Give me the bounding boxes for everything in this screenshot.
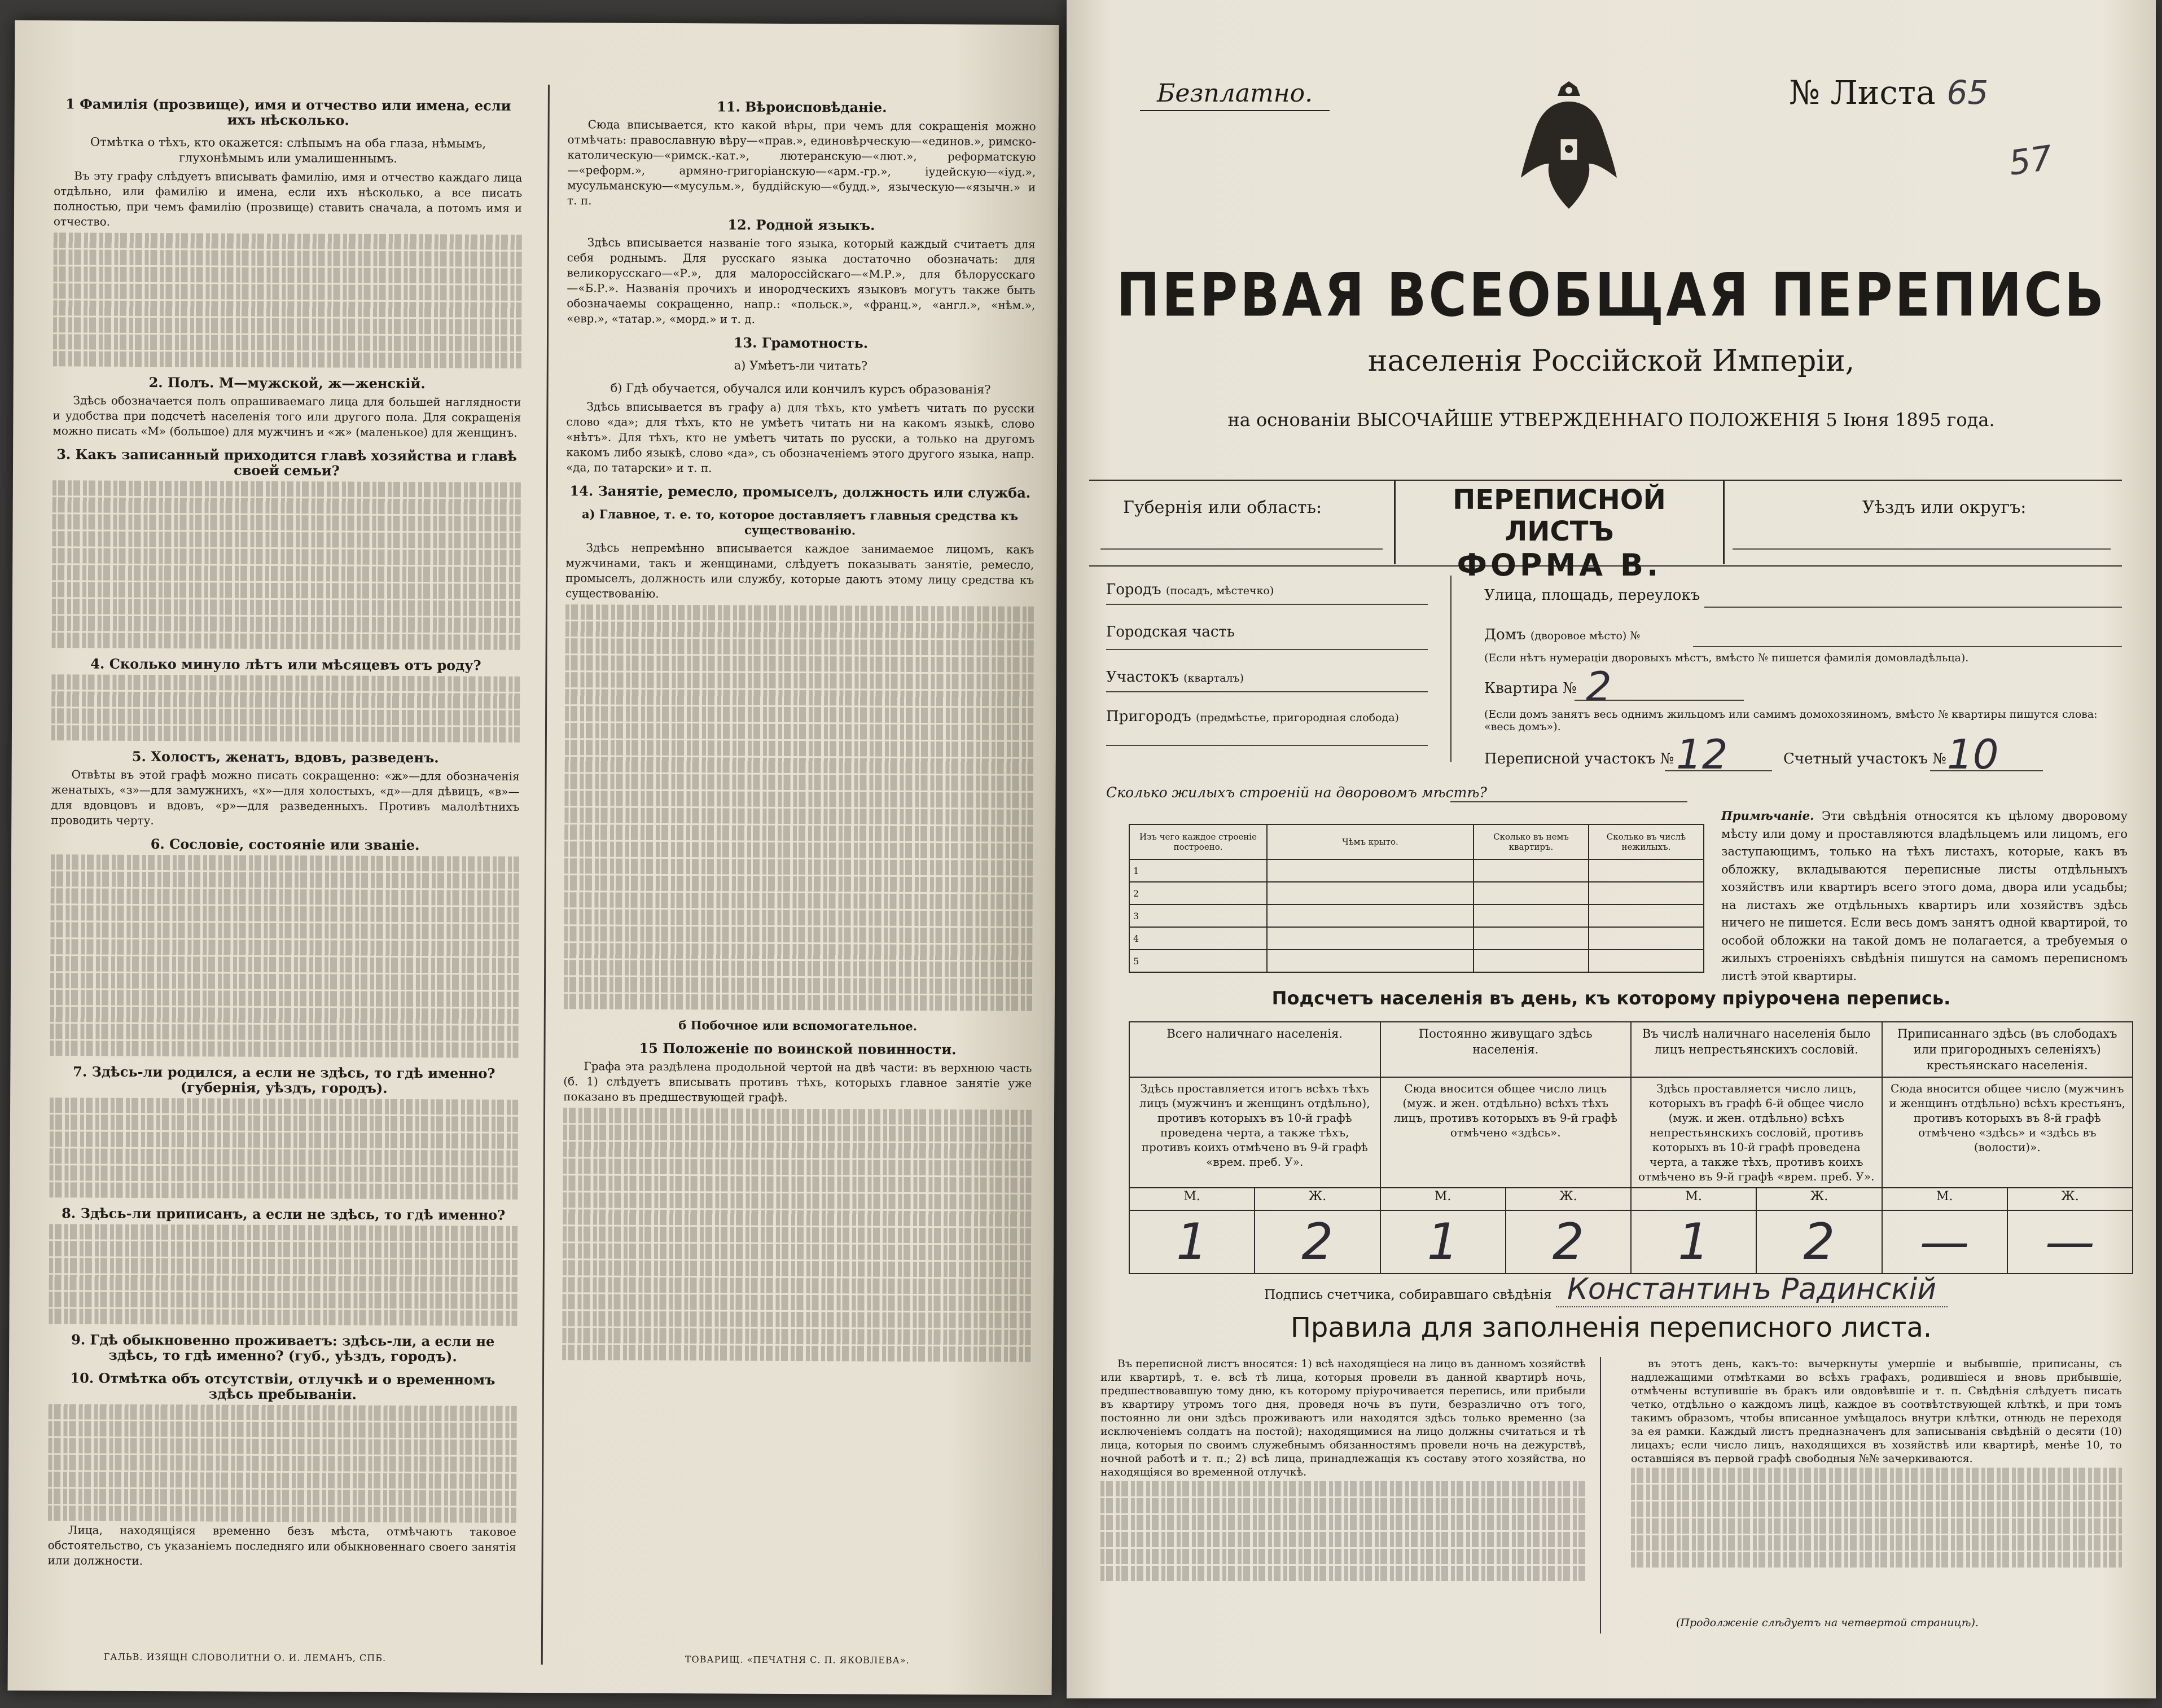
table-row	[1129, 859, 1704, 882]
text-line	[52, 599, 520, 616]
text-line	[563, 1243, 1031, 1261]
text-line	[49, 1258, 518, 1275]
text-line	[49, 1165, 518, 1183]
text-line	[563, 1209, 1031, 1227]
text-line	[565, 604, 1034, 622]
section-5-title: 5. Холостъ, женатъ, вдовъ, разведенъ.	[131, 748, 439, 766]
table-row	[1129, 905, 1704, 927]
count-header-permanent: Постоянно живущаго здѣсь населенія.	[1380, 1022, 1632, 1077]
buildings-header-material: Изъ чего каждое строеніе построено.	[1129, 824, 1267, 859]
table-cell[interactable]	[1589, 859, 1704, 882]
table-cell[interactable]	[1267, 927, 1474, 950]
text-line	[564, 960, 1032, 977]
text-line	[564, 858, 1033, 876]
table-cell[interactable]	[1589, 905, 1704, 927]
text-line	[563, 1277, 1031, 1294]
sex-label-male: М.	[1380, 1188, 1506, 1210]
buildings-table	[1129, 824, 1704, 973]
instructions-column-2	[562, 90, 1036, 1364]
text-line	[49, 1421, 517, 1438]
text-line	[50, 1148, 518, 1166]
census-district-label: Переписной участокъ №	[1484, 750, 1674, 767]
imperial-eagle-emblem-icon	[1518, 79, 1620, 220]
text-line	[564, 909, 1032, 927]
count-nonpeasant-male[interactable]: 1	[1631, 1210, 1756, 1274]
form-header-box	[1089, 480, 2122, 583]
text-line	[52, 616, 520, 633]
count-present-female[interactable]: 2	[1255, 1210, 1380, 1274]
section-14-text: Здѣсь непремѣнно вписывается каждое занимаемое лицомъ, какъ мужчинами, такъ и женщинами, слѣдуетъ показывать занятіе, ремесло, промыселъ, должность или службу, которые даютъ этому лицу средства къ существованію.	[565, 541, 1034, 600]
text-line	[51, 888, 519, 906]
text-line	[565, 740, 1033, 757]
table-row	[1129, 927, 1704, 950]
suburb-label: Пригородъ	[1106, 708, 1191, 725]
text-line	[563, 1260, 1031, 1277]
census-district-input-line	[1665, 770, 1772, 771]
section-13a-title: а) Умѣетъ-ли читать?	[734, 358, 868, 373]
text-line	[1631, 1535, 2122, 1551]
table-cell[interactable]	[1267, 950, 1474, 972]
street-label: Улица, площадь, переулокъ	[1484, 587, 1700, 604]
row-number: 2	[1129, 882, 1267, 905]
table-cell[interactable]	[1267, 859, 1474, 882]
text-line	[49, 1182, 518, 1200]
section-2-title: 2. Полъ. М—мужской, ж—женскій.	[148, 374, 426, 392]
house-hint: (Если нѣтъ нумераціи дворовыхъ мѣстъ, вмѣсто № пишется фамилія домовладѣльца).	[1484, 652, 1969, 664]
text-line	[50, 956, 519, 973]
count-nonpeasant-female[interactable]: 2	[1756, 1210, 1882, 1274]
printer-footer-right: ТОВАРИЩ. «ПЕЧАТНЯ С. П. ЯКОВЛЕВА».	[685, 1654, 910, 1666]
section-14b-title: б Побочное или вспомогательное.	[678, 1018, 918, 1033]
section-15-text: Графа эта раздѣлена продольной чертой на двѣ части: въ верхнюю часть (б. 1) слѣдуетъ вписывать противъ тѣхъ, которыхъ главное занятіе уже показано въ предшествующей графѣ.	[563, 1059, 1032, 1104]
printer-footer-left: ГАЛЬВ. ИЗЯЩН СЛОВОЛИТНИ О. И. ЛЕМАНЪ, СПБ.	[103, 1651, 387, 1663]
counter-district-value[interactable]: 10	[1947, 731, 1999, 778]
text-line	[50, 1040, 518, 1058]
text-line	[50, 922, 519, 939]
text-line	[565, 638, 1034, 656]
text-line	[1100, 1481, 1586, 1496]
text-line	[562, 1345, 1030, 1362]
count-header-nonpeasant: Въ числѣ наличнаго населенія было лицъ непрестьянскихъ сословій.	[1631, 1022, 1882, 1077]
counter-district-input-line	[1930, 770, 2043, 771]
buildings-header-roof: Чѣмъ крыто.	[1267, 824, 1474, 859]
right-page-census-form	[1067, 0, 2156, 1698]
remark-text: Эти свѣдѣнія относятся къ цѣлому дворовому мѣсту или дому и проставляются владѣльцемъ или лицомъ, его заступающимъ, только на тѣхъ листахъ, которые, какъ въ обложку, вкладываются переписные листы отдѣльныхъ хозяйствъ или квартиръ всего этого дома, двора или усадьбы; на листахъ же отдѣльныхъ квартиръ или хозяйствъ здѣсь ничего не пишется. Если весь домъ занятъ одной квартирой, то особой обложки на такой домъ не полагается, а требуемыя о жилыхъ строеніяхъ свѣдѣнія пишутся на самомъ переписномъ листѣ этой квартиры.	[1721, 809, 2128, 983]
text-line	[52, 633, 520, 650]
text-line	[49, 1241, 518, 1258]
text-line	[565, 757, 1033, 774]
population-count-table	[1129, 1021, 2133, 1274]
text-line	[1631, 1552, 2122, 1568]
rules-column-right	[1631, 1357, 2122, 1569]
suburb-input-line[interactable]	[1106, 745, 1428, 746]
count-desc-peasant: Сюда вносится общее число (мужчинъ и женщинъ отдѣльно) всѣхъ крестьянъ, противъ которыхъ въ 8-й графѣ отмѣчено «здѣсь» и «здѣсь въ (волости)».	[1882, 1077, 2133, 1188]
section-11-text: Сюда вписывается, кто какой вѣры, при чемъ для сокращенія можно отмѣчать: православную вѣру—«прав.», единовѣрческую—«единов.», римско-католическую—«римск.-кат.», лютеранскую—«лют.», реформатскую—«реформ.», армяно-григоріанскую—«арм.-гр.», іудейскую—«іуд.», мусульманскую—«мусульм.», буддійскую—«будд.», языческую—«язычн.» и т. п.	[567, 117, 1036, 208]
sex-label-female: Ж.	[2007, 1188, 2133, 1210]
count-peasant-male[interactable]: —	[1882, 1210, 2007, 1274]
text-line	[564, 994, 1032, 1011]
text-line	[52, 565, 520, 582]
district-field	[1106, 669, 1244, 686]
form-subtitle: ФОРМА В.	[1457, 547, 1662, 583]
buildings-header-apartments: Сколько въ немъ квартиръ.	[1474, 824, 1589, 859]
district-input-line[interactable]	[1106, 691, 1428, 692]
text-line	[563, 1108, 1032, 1125]
section-2-text: Здѣсь обозначается полъ опрашиваемаго лица для большей наглядности и удобства при подсчетѣ населенія того или другого пола. Для сокращенія можно писать «М» (большое) для мужчинъ и «ж» (маленькое) для женщинъ.	[52, 393, 521, 440]
text-line	[564, 926, 1032, 943]
section-1-subtitle: Отмѣтка о тѣхъ, кто окажется: слѣпымъ на оба глаза, нѣмымъ, глухонѣмымъ или умалишеннымъ.	[90, 135, 486, 165]
text-line	[563, 1125, 1032, 1142]
gubernia-label: Губернія или область:	[1123, 498, 1322, 517]
text-line	[1100, 1498, 1586, 1513]
signature-label: Подпись счетчика, собиравшаго свѣдѣнія	[1264, 1288, 1552, 1302]
section-13b-title: б) Гдѣ обучается, обучался или кончилъ курсъ образованія?	[610, 381, 991, 397]
text-line	[52, 531, 520, 548]
sex-label-male: М.	[1129, 1188, 1255, 1210]
census-subtitle: населенія Россійской Имперіи,	[1367, 344, 1855, 378]
text-line	[1631, 1501, 2122, 1517]
sex-label-female: Ж.	[1506, 1188, 1631, 1210]
census-district-value[interactable]: 12	[1676, 731, 1728, 778]
remark-block	[1721, 807, 2128, 985]
section-10-title: 10. Отмѣтка объ отсутствіи, отлучкѣ и о временномъ здѣсь пребываніи.	[70, 1369, 495, 1403]
text-line	[48, 1489, 516, 1506]
text-line	[565, 672, 1033, 690]
text-line	[51, 905, 519, 923]
street-input-line[interactable]	[1704, 607, 2122, 608]
table-cell[interactable]	[1474, 905, 1589, 927]
buildings-header-nonresidential: Сколько въ числѣ нежилыхъ.	[1589, 824, 1704, 859]
text-line	[565, 655, 1033, 673]
text-line	[564, 875, 1033, 893]
text-line	[563, 1226, 1031, 1244]
text-line	[48, 1455, 516, 1472]
rules-title: Правила для заполненія переписного листа.	[1290, 1312, 1932, 1343]
table-cell[interactable]	[1474, 882, 1589, 905]
text-line	[1631, 1485, 2122, 1500]
uezd-label: Уѣздъ или округъ:	[1862, 498, 2027, 517]
text-line	[565, 689, 1033, 706]
text-line	[49, 1275, 518, 1292]
district-label: Участокъ	[1106, 669, 1179, 686]
sex-label-female: Ж.	[1255, 1188, 1380, 1210]
text-line	[564, 943, 1032, 960]
table-cell[interactable]	[1474, 859, 1589, 882]
table-row	[1129, 882, 1704, 905]
section-7-title: 7. Здѣсь-ли родился, а если не здѣсь, то гдѣ именно? (губернія, уѣздъ, городъ).	[73, 1063, 495, 1096]
district-note: (кварталъ)	[1183, 672, 1244, 684]
table-cell[interactable]	[1589, 950, 1704, 972]
text-line	[49, 1292, 518, 1309]
text-line	[563, 1158, 1032, 1176]
text-line	[52, 480, 521, 498]
count-desc-permanent: Сюда вносится общее число лицъ (муж. и жен. отдѣльно) всѣхъ тѣхъ лицъ, противъ которыхъ въ 9-й графѣ отмѣчено «здѣсь».	[1380, 1077, 1632, 1188]
table-cell[interactable]	[1589, 882, 1704, 905]
row-number: 4	[1129, 927, 1267, 950]
text-line	[48, 1505, 516, 1523]
text-line	[1100, 1549, 1586, 1564]
text-line	[51, 708, 520, 726]
text-line	[1631, 1468, 2122, 1483]
count-header-present: Всего наличнаго населенія.	[1129, 1022, 1380, 1077]
text-line	[563, 1141, 1032, 1159]
text-line	[1100, 1566, 1586, 1581]
row-number: 5	[1129, 950, 1267, 972]
remark-label: Примѣчаніе.	[1721, 809, 1814, 823]
apartment-hint: (Если домъ занятъ весь однимъ жильцомъ или самимъ домохозяиномъ, вмѣсто № квартиры пишутся слова: «весь домъ»).	[1484, 708, 2098, 733]
gubernia-input-line[interactable]	[1100, 548, 1383, 550]
sex-label-male: М.	[1631, 1188, 1756, 1210]
rules-column-left	[1100, 1357, 1586, 1583]
census-legal-basis: на основаніи ВЫСОЧАЙШЕ УТВЕРЖДЕННАГО ПОЛОЖЕНІЯ 5 Іюня 1895 года.	[1227, 409, 1995, 431]
section-12-title: 12. Родной языкъ.	[727, 216, 875, 234]
text-line	[1631, 1518, 2122, 1534]
city-part-label: Городская часть	[1106, 624, 1235, 640]
text-line	[50, 1007, 519, 1024]
table-cell[interactable]	[1474, 950, 1589, 972]
counter-signature[interactable]: Константинъ Радинскій	[1556, 1272, 1948, 1307]
text-line	[565, 723, 1033, 740]
section-14a-title: а) Главное, т. е. то, которое доставляетъ главныя средства къ существованію.	[582, 507, 1019, 538]
text-line	[48, 1472, 516, 1489]
section-9-title: 9. Гдѣ обыкновенно проживаетъ: здѣсь-ли, а если не здѣсь, то гдѣ именно? (губ., уѣздъ, городъ).	[71, 1331, 495, 1365]
population-count-title: Подсчетъ населенія въ день, къ которому пріурочена перепись.	[1271, 987, 1951, 1009]
text-line	[53, 300, 521, 318]
house-field	[1484, 626, 1640, 643]
text-line	[52, 497, 521, 515]
suburb-note: (предмѣстье, пригородная слобода)	[1196, 712, 1399, 724]
text-line	[53, 334, 521, 352]
table-cell[interactable]	[1267, 882, 1474, 905]
text-line	[564, 807, 1033, 825]
section-3-title: 3. Какъ записанный приходится главѣ хозяйства и главѣ своей семьи?	[56, 446, 517, 479]
text-line	[54, 249, 522, 267]
column-divider	[541, 85, 550, 1665]
count-header-peasant: Приписаннаго здѣсь (въ слободахъ или пригородныхъ селеніяхъ) крестьянскаго населенія.	[1882, 1022, 2133, 1077]
count-desc-present: Здѣсь проставляется итогъ всѣхъ тѣхъ лицъ (мужчинъ и женщинъ отдѣльно), противъ которыхъ въ 10-й графѣ проведена черта, а также тѣхъ, противъ коихъ отмѣчено въ 9-й графѣ «врем. преб. У».	[1129, 1077, 1380, 1188]
text-line	[563, 1175, 1031, 1193]
text-line	[54, 232, 522, 250]
count-peasant-female[interactable]: —	[2007, 1210, 2133, 1274]
section-13-text: Здѣсь вписывается въ графу а) для тѣхъ, кто умѣетъ читать по русски слово «да»; для тѣхъ, кто не умѣетъ читать ни на какомъ языкѣ, слово «нѣтъ». Для тѣхъ, кто не умѣетъ читать по русски, а только на другомъ какомъ либо языкѣ, слово «да», съ обозначеніемъ этого другого языка, напр. «да, по татарски» и т. п.	[565, 399, 1035, 475]
text-line	[564, 841, 1033, 859]
text-line	[50, 990, 519, 1007]
text-line	[49, 1404, 517, 1421]
sheet-number-value: 65	[1946, 73, 1989, 112]
text-line	[565, 621, 1034, 639]
count-permanent-male[interactable]: 1	[1380, 1210, 1506, 1274]
absence-text: Лица, находящіяся временно безъ мѣста, отмѣчаютъ таковое обстоятельство, съ указаніемъ последняго или обыкновеннаго своего занятія или должности.	[47, 1523, 516, 1568]
row-number: 1	[1129, 859, 1267, 882]
text-line	[53, 266, 521, 284]
uezd-input-line[interactable]	[1733, 548, 2111, 550]
text-line	[53, 351, 521, 368]
section-11-title: 11. Вѣроисповѣданіе.	[717, 98, 887, 116]
sex-label-male: М.	[1882, 1188, 2007, 1210]
text-line	[563, 1294, 1031, 1311]
house-input-line[interactable]	[1693, 646, 2122, 647]
form-title-box	[1394, 480, 1725, 583]
buildings-answer-line[interactable]	[1450, 801, 1687, 802]
section-5-text: Отвѣты въ этой графѣ можно писать сокращенно: «ж»—для обозначенія женатыхъ, «з»—для замужнихъ, «х»—для холостыхъ, «д»—для дѣвицъ, «в»—для вдовцовъ и вдовъ, «р»—для разведенныхъ. Противъ малолѣтнихъ проводить черту.	[51, 767, 520, 828]
text-line	[50, 1097, 518, 1115]
city-note: (посадъ, мѣстечко)	[1165, 585, 1274, 597]
buildings-question: Сколько жилыхъ строеній на дворовомъ мѣстѣ?	[1106, 784, 1487, 801]
text-line	[53, 317, 521, 335]
house-label: Домъ	[1484, 626, 1526, 643]
instructions-column-1	[47, 88, 522, 1574]
rules-divider	[1600, 1357, 1601, 1634]
section-8-title: 8. Здѣсь-ли приписанъ, а если не здѣсь, то гдѣ именно?	[62, 1205, 506, 1223]
city-label: Городъ	[1106, 581, 1161, 598]
text-line	[565, 774, 1033, 791]
sheet-number-handwritten: 57	[2006, 138, 2055, 183]
text-line	[51, 725, 520, 743]
text-line	[1100, 1532, 1586, 1547]
count-present-male[interactable]: 1	[1129, 1210, 1255, 1274]
text-line	[50, 939, 519, 956]
text-line	[1100, 1515, 1586, 1530]
free-label: Безплатно.	[1140, 79, 1330, 111]
text-line	[51, 871, 519, 889]
address-divider	[1450, 576, 1451, 762]
census-main-title: ПЕРВАЯ ВСЕОБЩАЯ ПЕРЕПИСЬ	[1116, 260, 2107, 331]
section-13-title: 13. Грамотность.	[733, 334, 869, 352]
rules-text-right: въ этотъ день, какъ-то: вычеркнуты умершіе и выбывшіе, приписаны, съ надлежащими отмѣтками во всѣхъ графахъ, родившіеся и вновь прибывшіе, отмѣчены вступившіе въ бракъ или овдовѣвшіе и т. п. Свѣдѣнія слѣдуетъ писать четко, отдѣльно о каждомъ лицѣ, каждое въ соотвѣтствующей клѣткѣ, и при томъ такимъ образомъ, чтобы вписанное умѣщалось внутри клѣтки, отнюдь не переходя за ея рамки. Каждый листъ предназначенъ для записыванія свѣдѣній о десяти (10) лицахъ; если число лицъ, находящихся въ хозяйствѣ или квартирѣ, менѣе 10, то оставшіяся въ первой графѣ свободныя №№ зачеркиваются.	[1631, 1358, 2122, 1465]
table-cell[interactable]	[1267, 905, 1474, 927]
text-line	[53, 283, 521, 301]
apartment-value[interactable]: 2	[1586, 663, 1612, 710]
section-4-title: 4. Сколько минуло лѣтъ или мѣсяцевъ отъ роду?	[90, 655, 481, 674]
text-line	[564, 824, 1033, 842]
left-page-instructions	[8, 20, 1059, 1695]
text-line	[563, 1192, 1031, 1210]
sheet-number	[1789, 73, 1988, 112]
text-line	[564, 892, 1033, 910]
text-line	[562, 1311, 1030, 1328]
text-line	[562, 1328, 1030, 1345]
suburb-field	[1106, 708, 1399, 725]
section-12-text: Здѣсь вписывается названіе того языка, который каждый считаетъ для себя роднымъ. Для русскаго языка достаточно обозначать: для великорусскаго—«Р.», для малороссійскаго—«М.Р.», для бѣлорусскаго—«Б.Р.». Названія прочихъ и инородческихъ языковъ могутъ также быть обозначаемы сокращенно, напр.: «польск.», «франц.», «англ.», «нѣм.», «евр.», «татар.», «морд.» и т. д.	[567, 235, 1036, 326]
city-part-input-line[interactable]	[1106, 649, 1428, 650]
text-line	[564, 977, 1032, 994]
apartment-input-line	[1575, 700, 1744, 701]
text-line	[49, 1309, 517, 1326]
text-line	[52, 582, 520, 599]
counter-district-label: Счетный участокъ №	[1783, 750, 1946, 767]
section-1-text: Въ эту графу слѣдуетъ вписывать фамилію, имя и отчество каждаго лица отдѣльно, или фамилію и имена, если ихъ нѣсколько, а все писать полностью, при чемъ фамилію (прозвище) ставить сначала, а потомъ имя и отчество.	[53, 169, 523, 229]
section-6-title: 6. Сословіе, состояніе или званіе.	[150, 836, 420, 854]
table-row	[1129, 950, 1704, 972]
house-note: (дворовое мѣсто) №	[1530, 630, 1641, 642]
apartment-label: Квартира №	[1484, 680, 1577, 697]
text-line	[50, 1024, 519, 1041]
count-desc-nonpeasant: Здѣсь проставляется число лицъ, которыхъ въ графѣ 6-й общее число (муж. и жен. отдѣльно) всѣхъ непрестьянскихъ сословій, противъ которыхъ въ 10-й графѣ проведена черта, а также тѣхъ, противъ коихъ отмѣчено въ 9-й графѣ «врем. преб. У».	[1631, 1077, 1882, 1188]
text-line	[49, 1224, 518, 1241]
count-permanent-female[interactable]: 2	[1506, 1210, 1631, 1274]
table-cell[interactable]	[1474, 927, 1589, 950]
table-cell[interactable]	[1589, 927, 1704, 950]
text-line	[52, 514, 521, 532]
row-number: 3	[1129, 905, 1267, 927]
counter-signature-row	[1264, 1272, 1948, 1306]
text-line	[50, 973, 519, 990]
text-line	[48, 1438, 516, 1455]
form-title: ПЕРЕПИСНОЙ ЛИСТЪ	[1453, 484, 1666, 547]
continuation-note: (Продолженіе слѣдуетъ на четвертой страницѣ).	[1676, 1617, 1979, 1629]
text-line	[51, 674, 520, 692]
rules-text-left: Въ переписной листъ вносятся: 1) всѣ находящіеся на лицо въ данномъ хозяйствѣ или квартирѣ, т. е. всѣ тѣ лица, которыя провели въ данной квартирѣ ночь, предшествовавшую тому дню, къ которому пріурочивается перепись, или прибыли въ квартиру утромъ того дня, проведя ночь въ пути, безразлично отъ того, постоянно ли они здѣсь проживаютъ или находятся здѣсь только временно (за исключеніемъ солдатъ на постой); находящимися на лицо должны считаться и тѣ лица, которыя по своимъ служебнымъ обязанностямъ провели ночь на дежурствѣ, ночной работѣ и т. п.; 2) всѣ лица, принадлежащія къ составу этого хозяйства, но находящіяся во временной отлучкѣ.	[1100, 1358, 1586, 1478]
text-line	[51, 691, 520, 709]
city-field	[1106, 581, 1274, 598]
sheet-number-label: № Листа	[1789, 73, 1936, 112]
text-line	[50, 1114, 518, 1132]
section-14-title: 14. Занятіе, ремесло, промыселъ, должность или служба.	[569, 482, 1031, 501]
city-input-line[interactable]	[1106, 604, 1428, 605]
text-line	[564, 791, 1033, 808]
section-1-title: 1 Фамилія (прозвище), имя и отчество или имена, если ихъ нѣсколько.	[65, 95, 511, 129]
text-line	[565, 706, 1033, 723]
sex-label-female: Ж.	[1756, 1188, 1882, 1210]
text-line	[51, 854, 519, 872]
text-line	[50, 1131, 518, 1149]
section-15-title: 15 Положеніе по воинской повинности.	[639, 1039, 957, 1058]
text-line	[52, 548, 520, 565]
